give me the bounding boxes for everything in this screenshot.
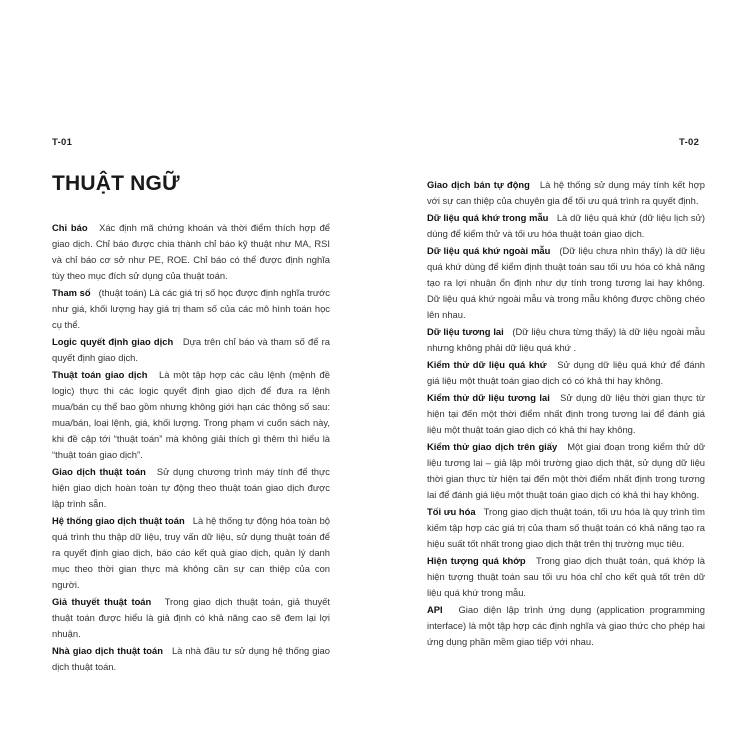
glossary-term: Tối ưu hóa — [427, 506, 476, 517]
glossary-definition: Xác định mã chứng khoán và thời điểm thích hợp để giao dịch. Chỉ báo được chia thành chỉ báo kỹ thuật như MA, RSI và chỉ báo cơ sở như PE, ROE. Chỉ báo có thể được định nghĩa tùy theo mục đích sử dụng của thuật toán. — [52, 222, 331, 281]
glossary-definition: Là hệ thống tự động hóa toàn bộ quá trình thu thập dữ liệu, truy vấn dữ liệu, sử dụng thuật toán để ra quyết định giao dịch, báo cáo kết quả giao dịch, quản lý danh mục theo thời gian thực mà không cần sự can thiệp của con người. — [52, 515, 330, 590]
glossary-definition: Sử dụng dữ liệu quá khứ để đánh giá liệu một thuật toán giao dịch có có khả thi hay không. — [427, 359, 705, 386]
glossary-definition: Sử dụng chương trình máy tính để thực hiện giao dịch hoàn toàn tự động theo thuật toán giao dịch được lập trình sẵn. — [52, 466, 330, 509]
glossary-term: Thuật toán giao dịch — [52, 369, 148, 380]
glossary-definition: Giao diện lập trình ứng dụng (application programming interface) là một tập hợp các định nghĩa và giao thức cho phép hai ứng dụng phần mềm giao tiếp với nhau. — [427, 604, 705, 647]
glossary-definition: Sử dụng dữ liệu thời gian thực từ hiện tại đến một thời điểm nhất định trong tương lai để đánh giá liệu một thuật toán giao dịch có khả thi hay không. — [427, 392, 705, 435]
glossary-entry — [427, 243, 705, 323]
glossary-entry — [427, 390, 705, 438]
glossary-term: Hệ thống giao dịch thuật toán — [52, 515, 185, 526]
glossary-entry — [427, 357, 705, 389]
glossary-definition: (Dữ liệu chưa nhìn thấy) là dữ liệu quá khứ dùng để kiểm định thuật toán sau tối ưu hóa có khả năng tạo ra lợi nhuận ổn định như dự tính trong tương lai hay không. Dữ liệu quá khứ ngoài mẫu và trong mẫu không được chồng chéo lên nhau. — [427, 245, 705, 320]
glossary-left-column — [52, 220, 330, 676]
glossary-entry — [427, 177, 705, 209]
glossary-entry — [52, 464, 330, 512]
glossary-entry — [427, 324, 705, 356]
glossary-definition: Là một tập hợp các câu lệnh (mệnh đề logic) thực thi các logic quyết định giao dịch để đưa ra lệnh mua/bán cụ thể bao gồm nhưng không giới hạn các thông số sau: mua/bán, loại lệnh, giá, khối lượng. Trong phạm vi cuốn sách này, khi đề cập tới “thuật toán” mà không giải thích gì thêm thì hiểu là “thuật toán giao dịch”. — [52, 369, 330, 460]
glossary-definition: (thuật toán) Là các giá trị số học được định nghĩa trước như giá, khối lượng hay giá trị tham số của các mô hình toán học cụ thể. — [52, 287, 330, 330]
page-number-left: T-01 — [52, 137, 73, 148]
glossary-entry — [52, 285, 330, 333]
glossary-term: Giao dịch thuật toán — [52, 466, 146, 477]
glossary-term: Dữ liệu quá khứ trong mẫu — [427, 212, 549, 223]
page-number-right: T-02 — [679, 137, 700, 148]
glossary-definition: Trong giao dịch thuật toán, tối ưu hóa là quy trình tìm kiếm tập hợp các giá trị của tham số thuật toán có khả năng tạo ra hiệu suất tốt nhất trong giao dịch thật trên thị trường mục tiêu. — [427, 506, 705, 549]
glossary-definition: Một giai đoạn trong kiểm thử dữ liệu tương lai – giả lập môi trường giao dịch thật, sử dụng dữ liệu thời gian thực từ hiện tại đến một thời điểm nhất định trong tương lai để đánh giá liệu một thuật toán giao dịch có khả thi hay không. — [427, 441, 705, 500]
glossary-term: Dữ liệu quá khứ ngoài mẫu — [427, 245, 551, 256]
glossary-entry — [52, 334, 330, 366]
glossary-term: Logic quyết định giao dịch — [52, 336, 174, 347]
glossary-entry — [427, 504, 705, 552]
glossary-definition: Là dữ liệu quá khứ (dữ liệu lịch sử) dùng để kiểm thử và tối ưu hóa thuật toán giao dịch. — [427, 212, 705, 239]
glossary-term: Kiểm thử dữ liệu quá khứ — [427, 359, 547, 370]
glossary-definition: Là nhà đầu tư sử dụng hệ thống giao dịch thuật toán. — [52, 645, 330, 672]
glossary-entry — [427, 439, 705, 503]
glossary-definition: Là hệ thống sử dụng máy tính kết hợp với sự can thiệp của chuyên gia để tối ưu quá trình ra quyết định. — [427, 179, 705, 206]
glossary-term: API — [427, 604, 443, 615]
glossary-entry — [52, 367, 330, 463]
glossary-right-column — [427, 177, 705, 651]
glossary-term: Nhà giao dịch thuật toán — [52, 645, 163, 656]
glossary-entry — [52, 220, 330, 284]
glossary-definition: Dựa trên chỉ báo và tham số để ra quyết định giao dịch. — [52, 336, 330, 363]
page-title: THUẬT NGỮ — [52, 172, 180, 195]
glossary-definition: (Dữ liệu chưa từng thấy) là dữ liệu ngoài mẫu nhưng không phải dữ liệu quá khứ . — [427, 326, 705, 353]
glossary-entry — [427, 210, 705, 242]
glossary-term: Tham số — [52, 287, 91, 298]
glossary-definition: Trong giao dịch thuật toán, quá khớp là hiện tượng thuật toán sau tối ưu hóa chỉ cho kết quả tốt trên dữ liệu quá khứ trong mẫu. — [427, 555, 705, 598]
glossary-term: Kiểm thử giao dịch trên giấy — [427, 441, 558, 452]
glossary-term: Kiểm thử dữ liệu tương lai — [427, 392, 550, 403]
glossary-entry — [52, 594, 330, 642]
glossary-term: Dữ liệu tương lai — [427, 326, 504, 337]
glossary-term: Hiện tượng quá khớp — [427, 555, 526, 566]
glossary-term: Giả thuyết thuật toán — [52, 596, 152, 607]
glossary-entry — [427, 553, 705, 601]
glossary-term: Chỉ báo — [52, 222, 88, 233]
glossary-definition: Trong giao dịch thuật toán, giả thuyết thuật toán được hiểu là giả định có khả năng cao sẽ đem lại lợi nhuận. — [52, 596, 330, 639]
glossary-term: Giao dịch bán tự động — [427, 179, 530, 190]
glossary-entry — [52, 643, 330, 675]
glossary-entry — [52, 513, 330, 593]
glossary-entry — [427, 602, 705, 650]
